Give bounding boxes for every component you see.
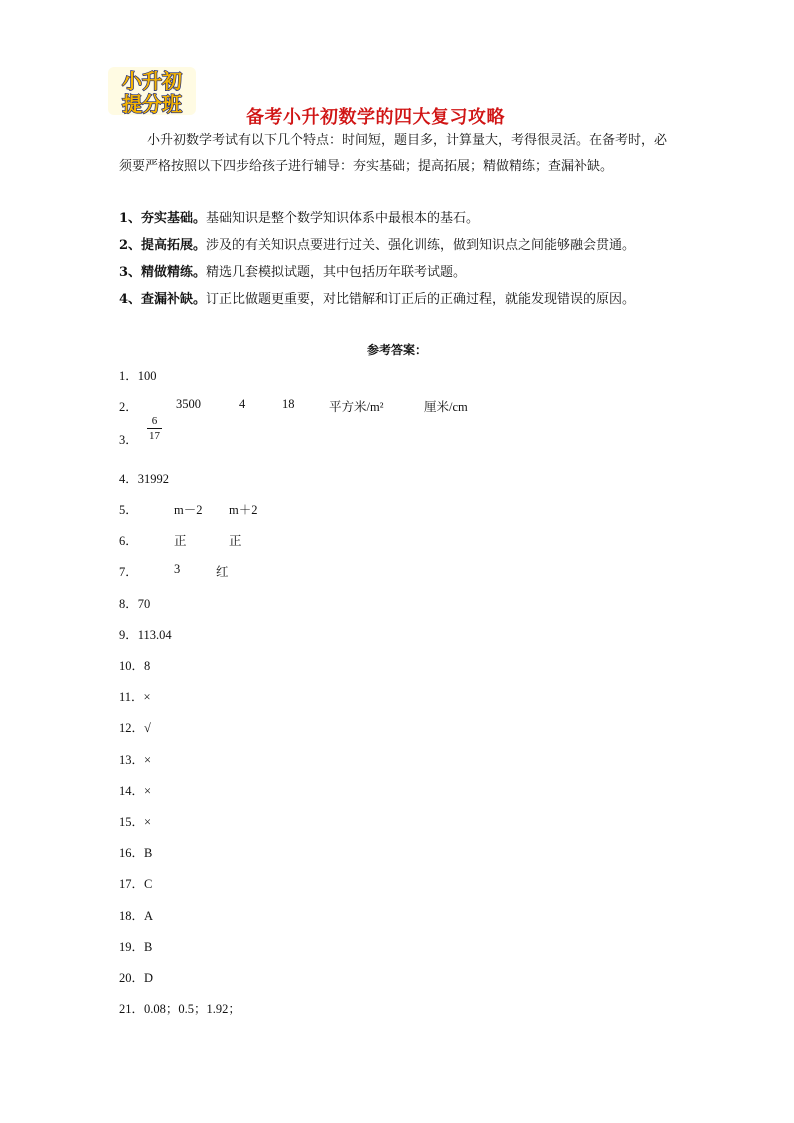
answer-number: 16． [119, 846, 145, 860]
step-1-head: 1、夯实基础。 [119, 211, 207, 226]
answer-number: 21． [119, 1002, 145, 1016]
step-3 [119, 260, 679, 286]
step-4-body: 订正比做题更重要，对比错解和订正后的正确过程，就能发现错误的原因。 [206, 292, 636, 307]
answer-item-21 [119, 999, 241, 1017]
answer-item-6 [119, 531, 242, 549]
answer-item-8 [119, 594, 150, 612]
answer-value: D [144, 971, 154, 985]
answer-value: 3500 [176, 397, 201, 411]
answer-value: 正 [229, 534, 242, 548]
step-2-body: 涉及的有关知识点要进行过关、强化训练，做到知识点之间能够融会贯通。 [206, 238, 636, 253]
answer-value: 0.08；0.5；1.92； [144, 1002, 241, 1016]
answer-number: 3． [119, 433, 138, 447]
answer-value: × [144, 815, 152, 829]
step-1 [119, 206, 679, 232]
answer-item-16 [119, 843, 152, 861]
answer-value: 平方米/m² [329, 400, 384, 414]
answer-item-7 [119, 562, 229, 580]
answer-item-11 [119, 687, 151, 705]
answer-number: 18． [119, 909, 145, 923]
answer-value: 厘米/cm [424, 400, 468, 414]
step-4-head: 4、查漏补缺。 [119, 292, 207, 307]
answer-item-19 [119, 937, 152, 955]
answers-heading: 参考答案： [366, 343, 427, 357]
answer-value: 8 [144, 659, 151, 673]
answer-number: 10． [119, 659, 145, 673]
answer-number: 9． [119, 628, 138, 642]
answer-item-18 [119, 906, 153, 924]
step-3-body: 精选几套模拟试题，其中包括历年联考试题。 [206, 265, 467, 280]
answer-number: 13． [119, 753, 145, 767]
answer-number: 14． [119, 784, 145, 798]
answer-number: 5． [119, 503, 138, 517]
fraction-numerator: 6 [147, 414, 162, 429]
step-1-body: 基础知识是整个数学知识体系中最根本的基石。 [206, 211, 480, 226]
answer-value: × [144, 753, 152, 767]
intro-paragraph: 小升初数学考试有以下几个特点：时间短，题目多，计算量大，考得很灵活。在备考时，必须要严格按照以下四步给孩子进行辅导：夯实基础；提高拓展；精做精练；查漏补缺。 [119, 133, 668, 174]
answer-value: √ [144, 721, 151, 735]
answer-value: 4 [239, 397, 246, 411]
answer-number: 19． [119, 940, 145, 954]
answer-item-1 [119, 366, 157, 384]
answer-number: 7． [119, 565, 138, 579]
answer-number: 12． [119, 721, 145, 735]
answer-value: 3 [174, 562, 181, 576]
answer-number: 8． [119, 597, 138, 611]
answer-value: 18 [282, 397, 295, 411]
step-2-head: 2、提高拓展。 [119, 238, 207, 253]
answer-item-12 [119, 718, 151, 736]
logo-line-1: 小升初 [122, 69, 182, 93]
answer-item-17 [119, 874, 152, 892]
step-3-head: 3、精做精练。 [119, 265, 207, 280]
answer-value: 70 [137, 597, 151, 611]
answer-value: 100 [137, 369, 157, 383]
answer-value: m＋2 [229, 503, 258, 517]
answer-item-10 [119, 656, 150, 674]
answer-number: 20． [119, 971, 145, 985]
answer-value: B [144, 940, 153, 954]
logo [104, 64, 200, 118]
answer-item-14 [119, 781, 151, 799]
answer-value: A [144, 909, 154, 923]
answer-item-4 [119, 469, 169, 487]
answer-number: 11． [119, 690, 144, 704]
answer-value: C [144, 877, 153, 891]
answer-item-15 [119, 812, 151, 830]
answer-number: 17． [119, 877, 145, 891]
step-2 [119, 233, 679, 259]
answer-number: 1． [119, 369, 138, 383]
answer-item-5 [119, 500, 258, 518]
answer-item-20 [119, 968, 153, 986]
answer-number: 6． [119, 534, 138, 548]
answer-value: × [144, 784, 152, 798]
answer-number: 15． [119, 815, 145, 829]
fraction-denominator: 17 [149, 430, 160, 442]
logo-line-2: 提分班 [122, 92, 182, 116]
answer-item-3 [119, 415, 160, 448]
answer-item-2 [119, 397, 468, 415]
answer-value: 31992 [137, 472, 170, 486]
answer-value: B [144, 846, 153, 860]
answer-number: 4． [119, 472, 138, 486]
answer-item-13 [119, 750, 151, 768]
answer-fraction [147, 414, 162, 443]
answer-value: m－2 [174, 503, 203, 517]
answer-number: 2． [119, 400, 138, 414]
step-4 [119, 287, 679, 313]
answer-item-9 [119, 625, 172, 643]
answer-value: 113.04 [137, 628, 172, 642]
answer-value: 正 [174, 534, 187, 548]
answer-value: × [143, 690, 151, 704]
answer-value: 红 [216, 565, 229, 579]
page-title: 备考小升初数学的四大复习攻略 [246, 107, 505, 128]
